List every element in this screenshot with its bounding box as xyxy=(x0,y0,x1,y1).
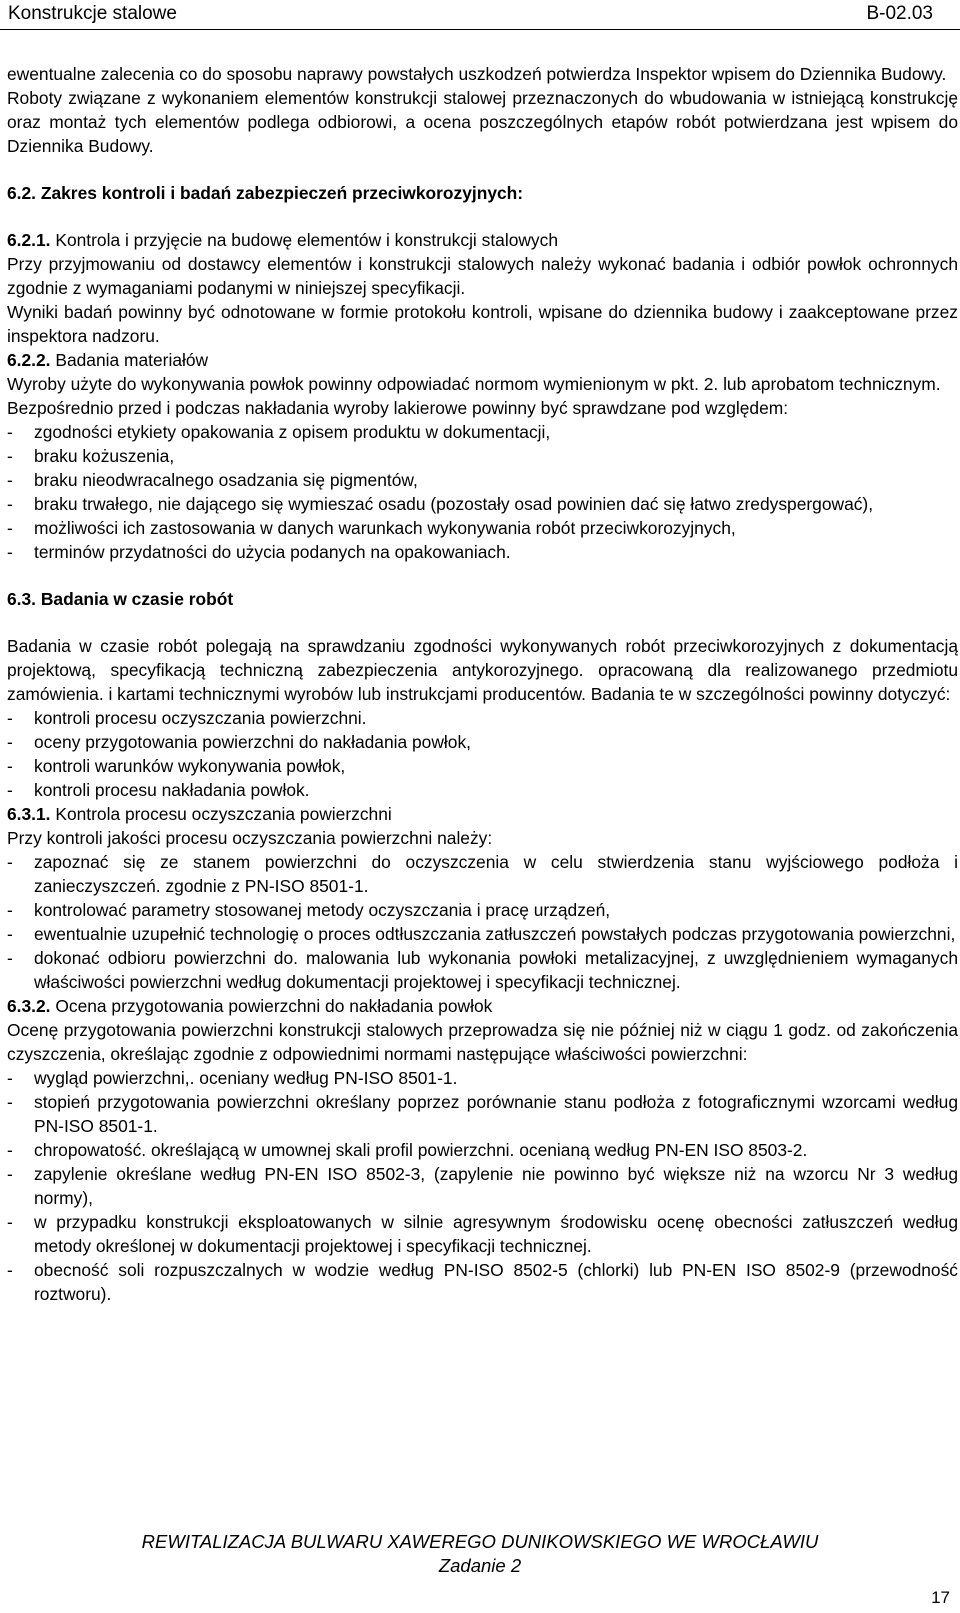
subsection-number: 6.3.1. xyxy=(7,804,51,824)
paragraph: Roboty związane z wykonaniem elementów konstrukcji stalowej przeznaczonych do wbudowania w istniejącą konstrukcję oraz montaż tych elementów podlega odbiorowi, a ocena poszczególnych etapów robót potwierdzana jest wpisem do Dziennika Budowy. xyxy=(7,88,958,156)
subsection-heading xyxy=(7,994,958,1018)
list-item: - braku trwałego, nie dającego się wymieszać osadu (pozostały osad powinien dać się łatwo zredyspergować), xyxy=(7,492,958,516)
subsection-number: 6.2.2. xyxy=(7,350,51,370)
section-heading: 6.2. Zakres kontroli i badań zabezpieczeń przeciwkorozyjnych: xyxy=(7,183,524,203)
paragraph: Wyniki badań powinny być odnotowane w formie protokołu kontroli, wpisane do dziennika budowy i zaakceptowane przez inspektora nadzoru. xyxy=(7,302,958,346)
list-item: - dokonać odbioru powierzchni do. malowania lub wykonania powłoki metalizacyjnej, z uwzględnieniem wymaganych właściwości powierzchni według dokumentacji projektowej i specyfikacji technicznej. xyxy=(7,946,958,994)
subsection-number: 6.3.2. xyxy=(7,996,51,1016)
list-item: - wygląd powierzchni,. oceniany według PN-ISO 8501-1. xyxy=(7,1066,958,1090)
subsection-heading xyxy=(7,228,958,252)
list-item: - braku nieodwracalnego osadzania się pigmentów, xyxy=(7,468,958,492)
paragraph: Przy kontroli jakości procesu oczyszczania powierzchni należy: xyxy=(7,828,493,848)
subsection-heading xyxy=(7,802,958,826)
list-item: - chropowatość. określającą w umownej skali profil powierzchni. ocenianą według PN-EN ISO 8503-2. xyxy=(7,1138,958,1162)
list-item: - ewentualnie uzupełnić technologię o proces odtłuszczania zatłuszczeń powstałych podczas przygotowania powierzchni, xyxy=(7,922,958,946)
subsection-title: Ocena przygotowania powierzchni do nakładania powłok xyxy=(50,996,493,1016)
paragraph: Badania w czasie robót polegają na sprawdzaniu zgodności wykonywanych robót przeciwkorozyjnych z dokumentacją projektową, specyfikacją techniczną zabezpieczenia antykorozyjnego. opracowaną dla realizowanego przedmiotu zamówienia. i kartami technicznymi wyrobów lub instrukcjami producentów. Badania te w szczególności powinny dotyczyć: xyxy=(7,636,958,704)
list-item: - zapoznać się ze stanem powierzchni do oczyszczenia w celu stwierdzenia stanu wyjściowego podłoża i zanieczyszczeń. zgodnie z PN-ISO 8501-1. xyxy=(7,850,958,898)
list-item: - w przypadku konstrukcji eksploatowanych w silnie agresywnym środowisku ocenę obecności zatłuszczeń według metody określonej w dokumentacji projektowej i specyfikacji technicznej. xyxy=(7,1210,958,1258)
spacer xyxy=(7,611,958,634)
page-number: 17 xyxy=(931,1588,950,1607)
list-item: - kontroli warunków wykonywania powłok, xyxy=(7,754,958,778)
page-footer xyxy=(0,1530,960,1578)
subsection-title: Kontrola procesu oczyszczania powierzchni xyxy=(50,804,392,824)
spacer xyxy=(7,564,958,587)
document-code: B-02.03 xyxy=(866,3,933,24)
spacer xyxy=(7,205,958,228)
paragraph: ewentualne zalecenia co do sposobu naprawy powstałych uszkodzeń potwierdza Inspektor wpisem do Dziennika Budowy. xyxy=(7,64,947,84)
list-item: - zgodności etykiety opakowania z opisem produktu w dokumentacji, xyxy=(7,420,958,444)
document-body xyxy=(7,62,958,1306)
paragraph: Bezpośrednio przed i podczas nakładania wyroby lakierowe powinny być sprawdzane pod względem: xyxy=(7,398,789,418)
section-heading: 6.3. Badania w czasie robót xyxy=(7,589,234,609)
list-item: - kontroli procesu nakładania powłok. xyxy=(7,778,958,802)
footer-project-name: REWITALIZACJA BULWARU XAWEREGO DUNIKOWSKIEGO WE WROCŁAWIU xyxy=(141,1531,819,1552)
subsection-number: 6.2.1. xyxy=(7,230,51,250)
subsection-heading xyxy=(7,348,958,372)
list-item: - stopień przygotowania powierzchni określany poprzez porównanie stanu podłoża z fotograficznymi wzorcami według PN-ISO 8501-1. xyxy=(7,1090,958,1138)
page-header xyxy=(0,0,960,30)
paragraph: Przy przyjmowaniu od dostawcy elementów i konstrukcji stalowych należy wykonać badania i odbiór powłok ochronnych zgodnie z wymaganiami podanymi w niniejszej specyfikacji. xyxy=(7,254,958,298)
list-item: - braku kożuszenia, xyxy=(7,444,958,468)
paragraph: Wyroby użyte do wykonywania powłok powinny odpowiadać normom wymienionym w pkt. 2. lub aprobatom technicznym. xyxy=(7,374,941,394)
list-item: - oceny przygotowania powierzchni do nakładania powłok, xyxy=(7,730,958,754)
list-item: - terminów przydatności do użycia podanych na opakowaniach. xyxy=(7,540,958,564)
list-item: - kontroli procesu oczyszczania powierzchni. xyxy=(7,706,958,730)
footer-task: Zadanie 2 xyxy=(438,1555,522,1576)
list-item: - kontrolować parametry stosowanej metody oczyszczania i pracę urządzeń, xyxy=(7,898,958,922)
subsection-title: Kontrola i przyjęcie na budowę elementów i konstrukcji stalowych xyxy=(50,230,558,250)
list-item: - obecność soli rozpuszczalnych w wodzie według PN-ISO 8502-5 (chlorki) lub PN-EN ISO 8502-9 (przewodność roztworu). xyxy=(7,1258,958,1306)
paragraph: Ocenę przygotowania powierzchni konstrukcji stalowych przeprowadza się nie później niż w ciągu 1 godz. od zakończenia czyszczenia, określając zgodnie z odpowiednimi normami następujące właściwości powierzchni: xyxy=(7,1020,958,1064)
document-title: Konstrukcje stalowe xyxy=(8,3,177,24)
subsection-title: Badania materiałów xyxy=(50,350,209,370)
list-item: - zapylenie określane według PN-EN ISO 8502-3, (zapylenie nie powinno być większe niż na wzorcu Nr 3 według normy), xyxy=(7,1162,958,1210)
list-item: - możliwości ich zastosowania w danych warunkach wykonywania robót przeciwkorozyjnych, xyxy=(7,516,958,540)
spacer xyxy=(7,158,958,181)
